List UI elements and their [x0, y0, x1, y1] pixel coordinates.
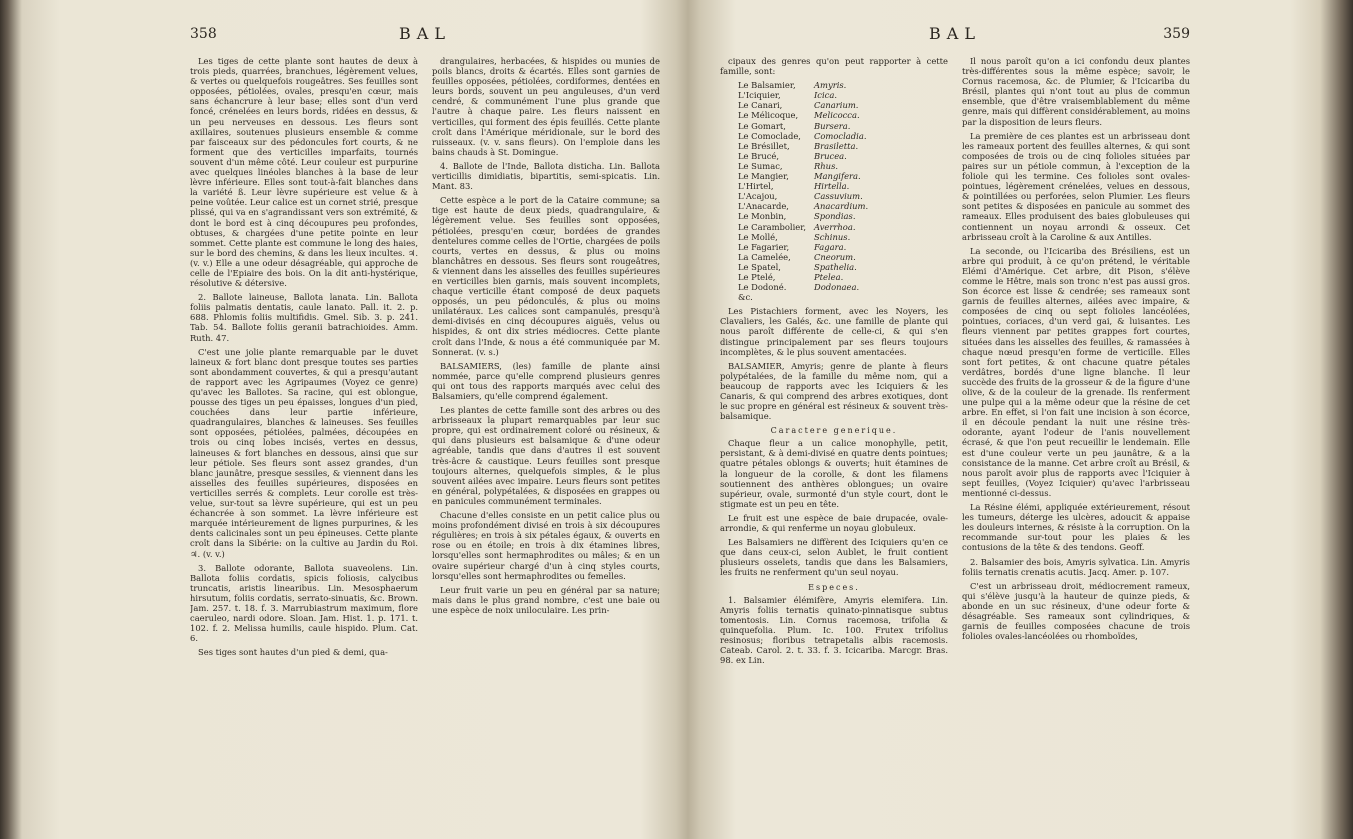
genus-french-name: Le Mélicoque,: [738, 110, 799, 121]
paragraph: Les tiges de cette plante sont hautes de deux à trois pieds, quarrées, branchues, légèrement velues, & vertes ou quelquefois rougeâtres. Ses feuilles sont opposées, pétiolées, ovales, presqu'en cœur, mais sans échancrure à leur base; elles sont d'un verd foncé, crénelées en leurs bords, ridées en dessus, & un peu nerveuses en dessous. Les fleurs sont axillaires, soutenues plusieurs ensemble & comme par faisceaux sur des pédoncules fort courts, & ne forment que des verticilles imparfaits, tournés souvent d'un même côté. Leur couleur est purpurine avec quelques linéoles blanches à la base de leur lèvre inférieure. Elles sont tout-à-fait blanches dans la variété ß. Leur lèvre supérieure est velue & à peine voûtée. Leur calice est un cornet strié, presque plissé, qui va en s'agrandissant vers son extrémité, & dont le bord est à cinq découpures peu profondes, obtuses, & chargées d'une petite pointe en leur sommet. Cette plante est commune le long des haies, sur le bord des chemins, & dans les lieux incultes. ♃. (v. v.) Elle a une odeur désagréable, qui approche de celle de l'Epiaire des bois. On la dit anti-hystérique, résolutive & détersive.: [190, 56, 418, 289]
section-heading-caractere: Caractere generique.: [770, 426, 898, 436]
paragraph: Chaque fleur a un calice monophylle, petit, persistant, & à demi-divisé en quatre dents pointues; quatre pétales oblongs & ouverts; huit étamines de la longueur de la corolle, & dont les filamens soutiennent des anthères oblongues; un ovaire supérieur, ovale, surmonté d'un style court, dont le stigmate est un peu en tête.: [720, 438, 948, 509]
genus-row: [738, 110, 876, 120]
genus-latin-name: Averrhoa.: [813, 221, 856, 232]
paragraph: drangulaires, herbacées, & hispides ou munies de poils blancs, droits & écartés. Elles sont garnies de feuilles opposées, pétiolées, cordiformes, dentées en leurs bords, souvent un peu anguleuses, d'un verd cendré, & communément l'une plus grande que l'autre à chaque paire. Les fleurs naissent en verticilles, qui forment des épis feuillés. Cette plante croît dans l'Amérique méridionale, sur le bord des ruisseaux. (v. v. sans fleurs). On l'emploie dans les bains chauds à St. Domingue.: [432, 56, 660, 157]
right-page: [720, 22, 1190, 822]
right-column-1: [720, 56, 948, 669]
genus-row: [738, 151, 876, 161]
paragraph: Cette espèce a le port de la Cataire commune; sa tige est haute de deux pieds, quadrangulaire, & légèrement velue. Ses feuilles sont opposées, pétiolées, presqu'en cœur, bordées de grandes dentelures comme celles de l'Ortie, chargées de poils courts, vertes en dessus, & plus ou moins blanchâtres en dessous. Ses fleurs sont rougeâtres, & viennent dans les aisselles des feuilles supérieures en verticilles bien garnis, mais souvent incomplets, chaque verticille étant composé de deux paquets opposés, un peu pédonculés, & plus ou moins unilatéraux. Les calices sont campanulés, presqu'à demi-divisés en cinq découpures aiguës, velus ou hispides, & ont dix stries médiocres. Cette plante croît dans l'Inde, & nous a été communiquée par M. Sonnerat. (v. s.): [432, 195, 660, 357]
genus-row: [738, 201, 876, 211]
genus-row: [738, 171, 876, 181]
genus-latin-name: Ptelea.: [813, 271, 844, 282]
genus-french-name: Le Dodoné.: [738, 282, 787, 293]
paragraph: C'est une jolie plante remarquable par le duvet laineux & fort blanc dont presque toutes ses parties sont abondamment couvertes, & qui a presqu'autant de rapport avec les Agripaumes (Voyez ce genre) qu'avec les Ballotes. Sa racine, qui est oblongue, pousse des tiges un peu épaisses, longues d'un pied, couchées dans leur partie inférieure, quadrangulaires, blanches & laineuses. Ses feuilles sont opposées, pétiolées, palmées, découpées en trois ou cinq lobes incisés, vertes en dessus, laineuses & fort blanches en dessous, ainsi que sur leur pétiole. Ses fleurs sont assez grandes, d'un blanc jaunâtre, presque sessiles, & viennent dans les aisselles des feuilles supérieures, disposées en verticilles serrés & complets. Leur corolle est très-velue, sur-tout sa lèvre supérieure, qui est un peu échancrée à son sommet. La lèvre inférieure est marquée intérieurement de lignes purpurines, & les dents calicinales sont un peu épineuses. Cette plante croît dans la Sibérie: on la cultive au Jardin du Roi. ♃. (v. v.): [190, 346, 418, 559]
section-heading-especes: Especes.: [808, 582, 860, 592]
paragraph: Leur fruit varie un peu en général par sa nature; mais dans le plus grand nombre, c'est une baie ou une espèce de noix uniloculaire. Les prin-: [432, 584, 660, 615]
paragraph: Ses tiges sont hautes d'un pied & demi, qua-: [198, 647, 388, 658]
genus-row: [738, 90, 876, 100]
genus-latin-name: Anacardium.: [813, 201, 869, 212]
genus-french-name: L'Iciquier,: [738, 90, 781, 101]
genus-row: [738, 292, 876, 302]
genus-latin-name: Amyris.: [813, 80, 847, 91]
genus-french-name: Le Carambolier,: [738, 221, 806, 232]
genus-row: [738, 121, 876, 131]
genus-french-name: Le Spatel,: [738, 261, 781, 272]
paragraph: Chacune d'elles consiste en un petit calice plus ou moins profondément divisé en trois à six découpures régulières; en trois à six pétales égaux, & ouverts en rose ou en étoile; en trois à dix étamines libres, lorsqu'elles sont hermaphrodites ou mâles; & en un ovaire supérieur chargé d'un à cinq styles courts, lorsqu'elles sont hermaphrodites ou femelles.: [432, 510, 660, 581]
genus-latin-name: Dodonaea.: [813, 282, 860, 293]
paragraph: 2. Ballote laineuse, Ballota lanata. Lin. Ballota foliis palmatis dentatis, caule lanato. Pall. it. 2. p. 688. Phlomis foliis multifidis. Gmel. Sib. 3. p. 241. Tab. 54. Ballote foliis geranii batrachioides. Amm. Ruth. 47.: [190, 292, 418, 343]
genus-row: [738, 232, 876, 242]
genus-french-name: La Camelée,: [738, 251, 791, 262]
genus-row: [738, 131, 876, 141]
page-number-left: 358: [190, 26, 217, 42]
paragraph: BALSAMIERS, (les) famille de plante ainsi nommée, parce qu'elle comprend plusieurs genres qui ont tous des rapports marqués avec celui des Balsamiers, qu'elle comprend également.: [432, 360, 660, 401]
genus-latin-name: Hirtella.: [813, 181, 850, 192]
genus-row: [738, 262, 876, 272]
genus-latin-name: Schinus.: [813, 231, 851, 242]
page-number-right: 359: [1163, 26, 1190, 42]
genus-french-name: Le Monbin,: [738, 211, 787, 222]
genus-french-name: L'Hirtel,: [738, 181, 774, 192]
genus-latin-name: Spondias.: [813, 211, 856, 222]
genus-latin-name: Spathelia.: [813, 261, 857, 272]
genus-latin-name: Cassuvium.: [813, 191, 863, 202]
paragraph: Il nous paroît qu'on a ici confondu deux plantes très-différentes sous la même espèce; savoir, le Cornus racemosa, &c. de Plumier, & l'Icicariba du Brésil, plantes qui n'ont tout au plus de commun ensemble, que d'être vraisemblablement du même genre, mais qui diffèrent considérablement, au moins par la disposition de leurs fleurs.: [962, 56, 1190, 127]
genus-latin-name: Rhus.: [813, 160, 839, 171]
genus-french-name: Le Sumac,: [738, 160, 783, 171]
genus-latin-name: Fagara.: [813, 241, 847, 252]
genus-french-name: Le Brésillet,: [738, 140, 790, 151]
right-column-2: [962, 56, 1190, 669]
genus-latin-name: [814, 292, 876, 302]
running-title-left: BAL: [399, 24, 451, 43]
paragraph: BALSAMIER, Amyris; genre de plante à fleurs polypétalées, de la famille du même nom, qui a beaucoup de rapports avec les Iciquiers & les Canaris, & qui comprend des arbres exotiques, dont le suc propre en général est résineux & souvent très-balsamique.: [720, 360, 948, 422]
genus-french-name: Le Brucé,: [738, 150, 780, 161]
genus-latin-name: Brasiletta.: [813, 140, 859, 151]
genus-french-name: L'Acajou,: [738, 191, 778, 202]
genus-french-name: Le Fagarier,: [738, 241, 790, 252]
genus-row: [738, 191, 876, 201]
genus-row: [738, 222, 876, 232]
genus-latin-name: Canarium.: [813, 100, 859, 111]
genus-latin-name: Cneorum.: [813, 251, 856, 262]
genus-french-name: Le Balsamier,: [738, 80, 796, 91]
paragraph: 3. Ballote odorante, Ballota suaveolens. Lin. Ballota foliis cordatis, spicis foliosis, calycibus truncatis, aristis linearibus. Lin. Mesosphaerum hirsutum, foliis cordatis, serrato-sinuatis, &c. Brown. Jam. 257. t. 18. f. 3. Marrubiastrum maximum, flore caeruleo, nardi odore. Sloan. Jam. Hist. 1. p. 171. t. 102. f. 2. Melissa humilis, caule hispido. Plum. Cat. 6.: [190, 562, 418, 644]
paragraph: C'est un arbrisseau droit, médiocrement rameux, qui s'élève jusqu'à la hauteur de quinze pieds, & abonde en un suc résineux, d'une odeur forte & désagréable. Ses rameaux sont cylindriques, & garnis de feuilles composées chacune de trois folioles ovales-lancéolées ou rhomboïdes,: [962, 580, 1190, 642]
genus-row: [738, 80, 876, 90]
genus-row: [738, 282, 876, 292]
genus-latin-name: Bursera.: [813, 120, 851, 131]
running-title-right: BAL: [929, 24, 981, 43]
paragraph: Les plantes de cette famille sont des arbres ou des arbrisseaux la plupart remarquables par leur suc propre, qui est ordinairement coloré ou résineux, & qui dans plusieurs est balsamique & d'une odeur agréable, tandis que dans d'autres il est souvent très-âcre & caustique. Leurs feuilles sont presque toujours alternes, quelquefois simples, & le plus souvent ailées avec impaire. Leurs fleurs sont petites en général, polypétalées, & disposées en grappes ou en panicules communément terminales.: [432, 405, 660, 506]
left-column-2: [432, 56, 660, 661]
genus-row: [738, 211, 876, 221]
genus-french-name: Le Gomart,: [738, 120, 786, 131]
paragraph: La seconde, ou l'Icicariba des Brésiliens, est un arbre qui produit, à ce qu'on prétend, le véritable Elémi d'Amérique. Cet arbre, dit Pison, s'élève comme le Hêtre, mais son tronc n'est pas aussi gros. Son écorce est lisse & cendrée; ses rameaux sont garnis de feuilles alternes, ailées avec impaire, & composées de cinq ou sept folioles lancéolées, pointues, coriaces, d'un verd gai, & luisantes. Les fleurs viennent par petites grappes fort courtes, situées dans les aisselles des feuilles, & ramassées à chaque nœud presqu'en forme de verticille. Elles sont fort petites, & ont chacune quatre pétales verdâtres, bordés d'une ligne blanche. Il leur succède des fruits de la grosseur & de la figure d'une olive, & de la couleur de la grenade. Ils renferment une pulpe qui a la même odeur que la résine de cet arbre. En effet, si l'on fait une incision à son écorce, il en découle pendant la nuit une résine très-odorante, ayant l'odeur de l'anis nouvellement écrasé, & que l'on peut recueillir le lendemain. Elle est d'une couleur verte un peu jaunâtre, & a la consistance de la manne. Cet arbre croît au Brésil, & nous paroît avoir plus de rapports avec l'Iciquier à sept feuilles, (Voyez Iciquier) qu'avec l'arbrisseau mentionné ci-dessus.: [962, 245, 1190, 498]
genus-french-name: &c.: [738, 292, 753, 303]
paragraph: La première de ces plantes est un arbrisseau dont les rameaux portent des feuilles alternes, & qui sont composées de trois ou de cinq folioles situées par paires sur un pétiole commun, à l'exception de la foliole qui les termine. Ces folioles sont ovales-pointues, légèrement crénelées, velues en dessous, & pointillées ou perforées, selon Plumier. Les fleurs sont petites & disposées en panicule au sommet des rameaux. Elles produisent des baies globuleuses qui contiennent un noyau arrondi & osseux. Cet arbrisseau croît à la Caroline & aux Antilles.: [962, 130, 1190, 242]
paragraph: 2. Balsamier des bois, Amyris sylvatica. Lin. Amyris foliis ternatis crenatis acutis. Jacq. Amer. p. 107.: [962, 556, 1190, 577]
genus-french-name: L'Anacarde,: [738, 201, 789, 212]
genus-french-name: Le Ptelé,: [738, 271, 776, 282]
left-column-1: [190, 56, 418, 661]
genus-french-name: Le Mangier,: [738, 171, 789, 182]
genus-row: [738, 272, 876, 282]
genus-row: [738, 242, 876, 252]
left-page: [190, 22, 660, 822]
paragraph: 4. Ballote de l'Inde, Ballota disticha. Lin. Ballota verticillis dimidiatis, bipartitis, semi-spicatis. Lin. Mant. 83.: [432, 160, 660, 192]
genus-french-name: Le Canari,: [738, 100, 783, 111]
genus-latin-name: Mangifera.: [813, 171, 861, 182]
paragraph: Le fruit est une espèce de baie drupacée, ovale-arrondie, & qui renferme un noyau globuleux.: [720, 512, 948, 534]
paragraph: cipaux des genres qu'on peut rapporter à cette famille, sont:: [720, 56, 948, 77]
genus-latin-name: Brucea.: [813, 150, 847, 161]
genus-latin-name: Icica.: [813, 90, 838, 101]
genus-row: [738, 141, 876, 151]
genus-row: [738, 252, 876, 262]
paragraph: Les Balsamiers ne diffèrent des Iciquiers qu'en ce que dans ceux-ci, selon Aublet, le fruit contient plusieurs osselets, tandis que dans les Balsamiers, les fruits ne renferment qu'un seul noyau.: [720, 537, 948, 578]
genera-table: [738, 80, 876, 302]
genus-latin-name: Comocladia.: [813, 130, 867, 141]
genus-french-name: Le Comoclade,: [738, 130, 801, 141]
genus-latin-name: Melicocca.: [813, 110, 860, 121]
paragraph: La Résine élémi, appliquée extérieurement, résout les tumeurs, déterge les ulcères, adoucit & appaise les douleurs internes, & résiste à la corruption. On la recommande sur-tout pour les plaies & les contusions de la tête & des tendons. Geoff.: [962, 502, 1190, 553]
genus-row: [738, 161, 876, 171]
genus-french-name: Le Mollé,: [738, 231, 778, 242]
paragraph: 1. Balsamier élémifère, Amyris elemifera. Lin. Amyris foliis ternatis quinato-pinnatisque subtus tomentosis. Lin. Cornus racemosa, trifolia & quinquefolia. Plum. Ic. 100. Frutex trifolius resinosus; floribus tetrapetalis albis racemosis. Cateab. Carol. 2. t. 33. f. 3. Icicariba. Marcgr. Bras. 98. ex Lin.: [720, 594, 948, 666]
genus-row: [738, 181, 876, 191]
paragraph: Les Pistachiers forment, avec les Noyers, les Clavaliers, les Galés, &c. une famille de plante qui nous paroît différente de celle-ci, & qui s'en distingue principalement par ses fleurs toujours incomplètes, & le plus souvent amentacées.: [720, 306, 948, 357]
genus-row: [738, 100, 876, 110]
